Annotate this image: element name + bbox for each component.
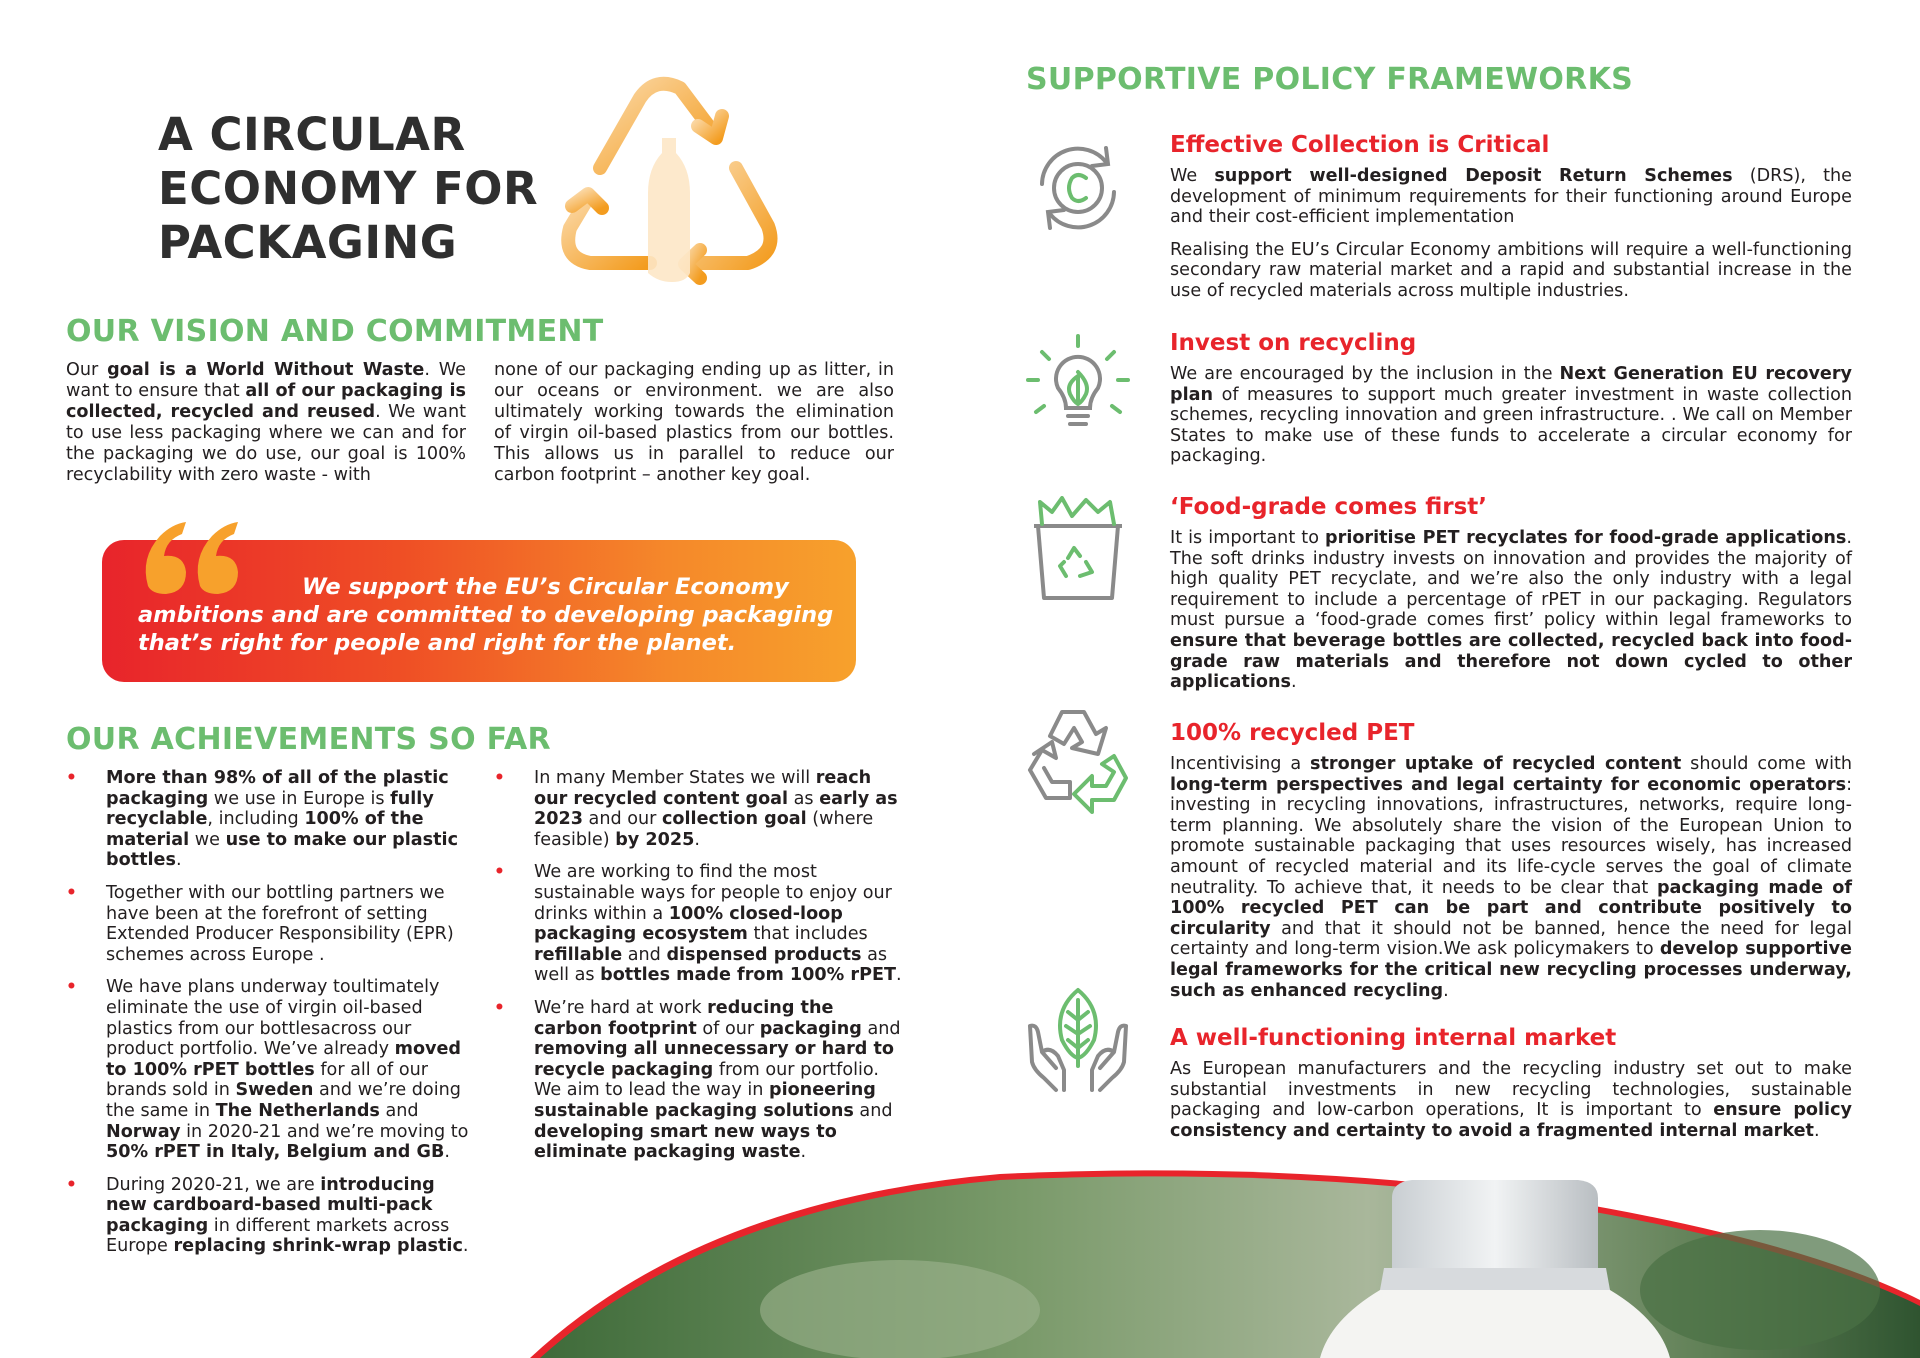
achievement-item: • We have plans underway toultimately eliminate the use of virgin oil-based plastics from our bottlesacross our product portfolio. We’ve already moved to 100% rPET bottles for all of our brands sold in Sweden and we’re doing the same in The Netherlands and Norway in 2020-21 and we’re moving to 50% rPET in Italy, Belgium and GB. <box>66 977 469 1163</box>
policy-food-grade-first <box>1170 494 1852 705</box>
lightbulb-leaf-icon <box>1022 332 1134 444</box>
policy-paragraph: Incentivising a stronger uptake of recycled content should come with long-term perspectives and legal certainty for economic operators: investing in recycling innovations, infrastructures, networks, require long-term planning. We absolutely share the vision of the European Union to promote sustainable packaging that uses resources wisely, has increased amount of recycled material and its life-cycle serves the goal of climate neutrality. To achieve that, it needs to be clear that packaging made of 100% recycled PET can be part and contribute positively to circularity and that it should not be banned, hence the need for legal certainty and long-term vision.We ask policymakers to develop supportive legal frameworks for the critical new recycling processes underway, such as enhanced recycling. <box>1170 754 1853 1001</box>
bullet-icon: • <box>66 977 77 998</box>
achievement-item: • During 2020-21, we are introducing new cardboard-based multi-pack packaging in different markets across Europe replacing shrink-wrap plastic. <box>66 1174 469 1257</box>
bottle-photo <box>0 1160 1920 1358</box>
vision-heading: OUR VISION AND COMMITMENT <box>66 314 604 349</box>
achievements-heading: OUR ACHIEVEMENTS SO FAR <box>66 722 551 757</box>
page-title: A CIRCULAR ECONOMY FOR PACKAGING <box>158 108 539 269</box>
policy-title: A well-functioning internal market <box>1170 1025 1617 1051</box>
policy-title: 100% recycled PET <box>1170 720 1415 746</box>
achievements-list-column-2 <box>494 768 904 1175</box>
policy-paragraph: Realising the EU’s Circular Economy ambitions will require a well-functioning secondary raw material market and a rapid and substantial increase in the use of recycled materials across multiple industries. <box>1170 239 1852 301</box>
policy-paragraph: We are encouraged by the inclusion in the Next Generation EU recovery plan of measures to support much greater investment in waste collection schemes, recycling innovation and green infrastructure. . We call on Member States to make use of these funds to accelerate a circular economy for packaging. <box>1170 364 1852 467</box>
bullet-icon: • <box>494 768 505 788</box>
policy-paragraph: We support well-designed Deposit Return Schemes (DRS), the development of minimum requirements for their functioning around Europe and their cost-efficient implementation <box>1170 166 1852 228</box>
policy-effective-collection <box>1170 132 1852 314</box>
hands-leaf-icon <box>1022 986 1134 1098</box>
bullet-icon: • <box>494 997 505 1018</box>
policy-internal-market <box>1170 1025 1852 1153</box>
collection-cycle-icon <box>1022 132 1134 244</box>
recycle-arrows-icon <box>1022 702 1134 814</box>
achievement-item: • We are working to find the most sustainable ways for people to enjoy our drinks within a 100% closed-loop packaging ecosystem that includes refillable and dispensed products as well as bottles made from 100% rPET. <box>494 862 902 986</box>
bullet-icon: • <box>66 882 77 903</box>
vision-text-column-1: Our goal is a World Without Waste. We want to ensure that all of our packaging is collected, recycled and reused. We want to use less packaging where we can and for the packaging we do use, our goal is 100% recyclability with zero waste - with <box>66 360 466 485</box>
policy-paragraph: It is important to prioritise PET recyclates for food-grade applications. The soft drinks industry invests on innovation and provides the majority of high quality PET recyclate, and we’re also the only industry with a legal requirement to include a percentage of rPET in our packaging. Regulators must pursue a ‘food-grade comes first’ policy within legal frameworks to ensure that beverage bottles are collected, recycled back into food-grade raw materials and therefore not down cycled to other applications. <box>1170 528 1852 693</box>
policy-title: Effective Collection is Critical <box>1170 132 1550 158</box>
policy-title: Invest on recycling <box>1170 330 1417 356</box>
recycling-bin-icon <box>1022 496 1134 608</box>
policy-100-recycled-pet <box>1170 720 1852 1013</box>
quote-text: We support the EU’s Circular Economy ambitions and are committed to developing packaging that’s right for people and right for the planet. <box>138 574 834 656</box>
bullet-icon: • <box>66 768 77 788</box>
recycle-bottle-graphic <box>540 58 800 298</box>
bullet-icon: • <box>66 1174 77 1195</box>
policy-title: ‘Food-grade comes first’ <box>1170 494 1488 520</box>
policy-invest-on-recycling <box>1170 330 1852 479</box>
achievement-item: • Together with our bottling partners we have been at the forefront of setting Extended Producer Responsibility (EPR) schemes across Europe . <box>66 882 454 965</box>
achievement-item: • In many Member States we will reach our recycled content goal as early as 2023 and our collection goal (where feasible) by 2025. <box>494 768 898 850</box>
policy-heading: SUPPORTIVE POLICY FRAMEWORKS <box>1026 62 1634 97</box>
achievement-item: • More than 98% of all of the plastic packaging we use in Europe is fully recyclable, including 100% of the material we use to make our plastic bottles. <box>66 768 458 871</box>
achievement-item: • We’re hard at work reducing the carbon footprint of our packaging and removing all unnecessary or hard to recycle packaging from our portfolio. We aim to lead the way in pioneering sustainable packaging solutions and developing smart new ways to eliminate packaging waste. <box>494 997 901 1163</box>
policy-paragraph: As European manufacturers and the recycling industry set out to make substantial investments in new recycling technologies, sustainable packaging and low-carbon operations, It is important to ensure policy consistency and certainty to avoid a fragmented internal market. <box>1170 1059 1852 1141</box>
vision-text-column-2: none of our packaging ending up as litter, in our oceans or environment. we are also ultimately working towards the elimination of virgin oil-based plastics from our bottles. This allows us in parallel to reduce our carbon footprint – another key goal. <box>494 360 894 485</box>
bullet-icon: • <box>494 862 505 883</box>
